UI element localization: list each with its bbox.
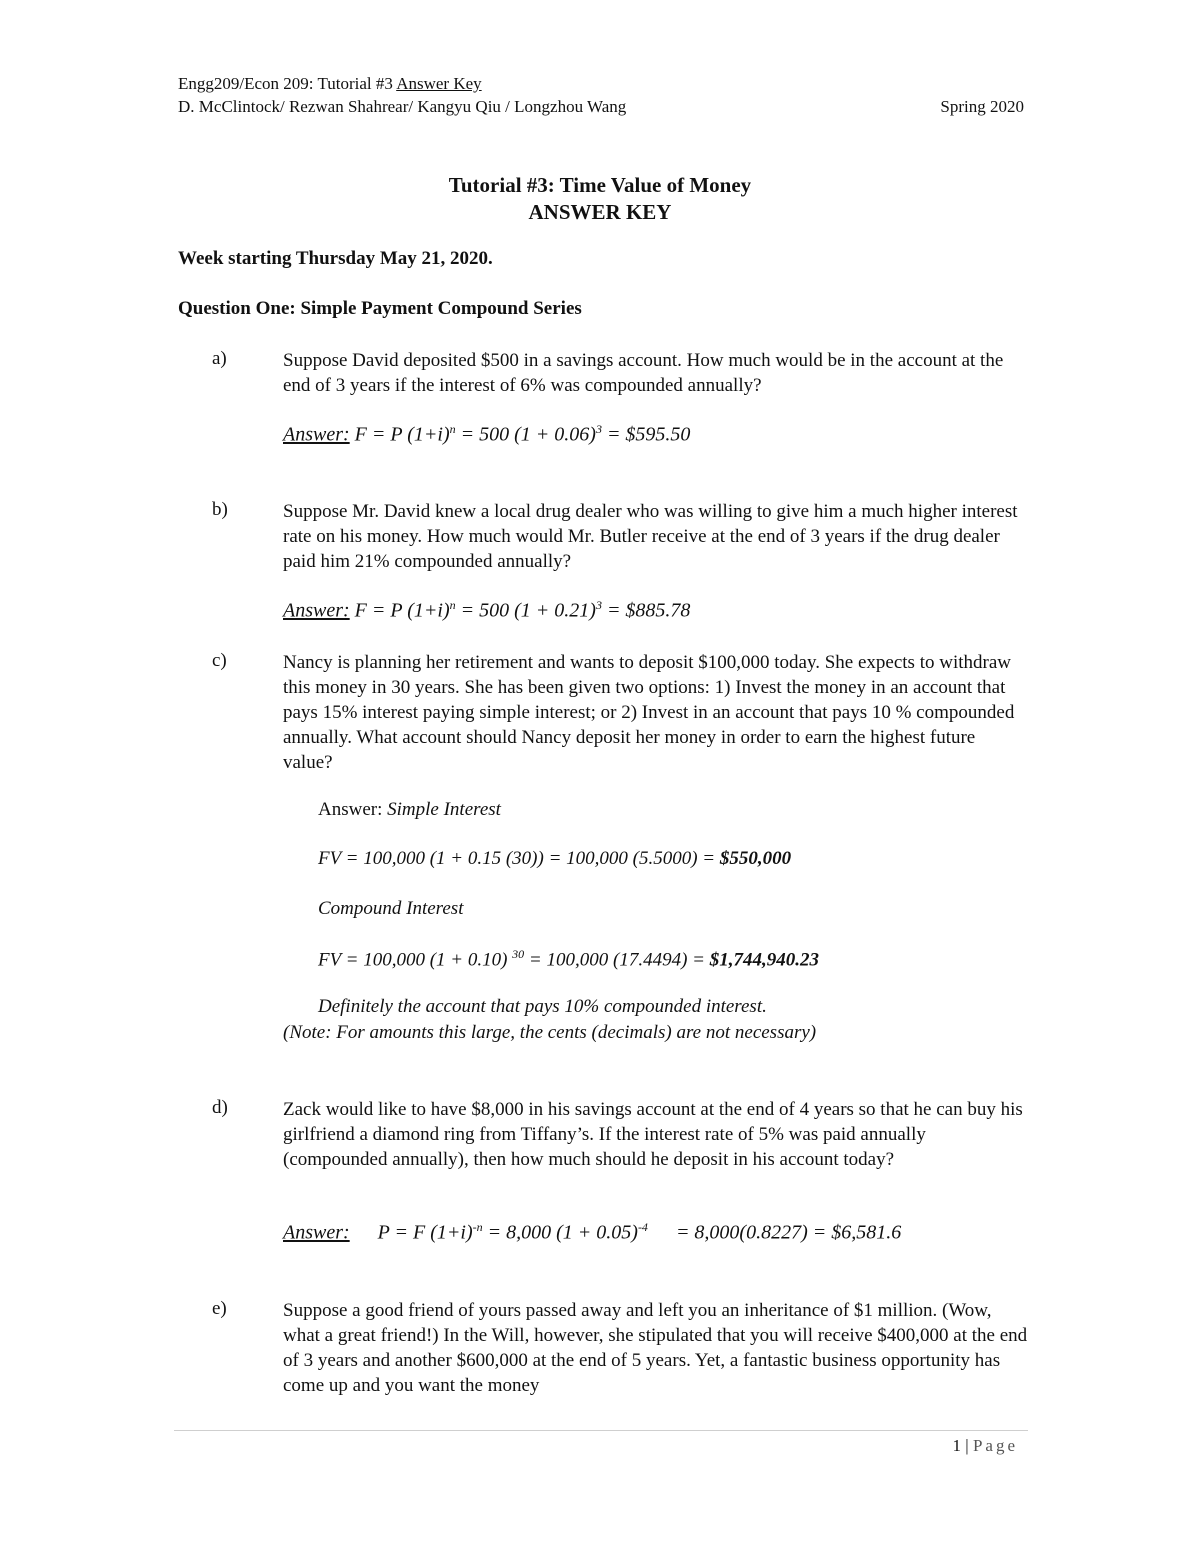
part-d-answer xyxy=(283,1220,901,1245)
eq-result: = $885.78 xyxy=(601,599,691,622)
simple-interest-label: Simple Interest xyxy=(387,799,501,820)
eq-part: FV = 100,000 (1 + 0.15 (30)) = 100,000 (5.5000) = xyxy=(318,848,720,869)
eq-part: FV = 100,000 (1 + 0.10) xyxy=(318,949,513,971)
answer-prefix: Answer: xyxy=(318,799,388,820)
header-authors-row xyxy=(178,97,1024,117)
part-b-text: Suppose Mr. David knew a local drug dealer who was willing to give him a much higher interest rate on his money. How much would Mr. Butler receive at the end of 3 years if the drug dealer paid him 21% compounded annually? xyxy=(283,501,1018,572)
part-a-text: Suppose David deposited $500 in a savings account. How much would be in the account at the end of 3 years if the interest of 6% was compounded annually? xyxy=(283,350,1004,396)
header-answer-key-link: Answer Key xyxy=(396,74,482,93)
part-c-conclusion: Definitely the account that pays 10% compounded interest. xyxy=(318,996,767,1017)
header-course xyxy=(178,74,482,94)
page-footer xyxy=(953,1436,1018,1456)
page-title xyxy=(0,172,1200,226)
part-c-answer-heading xyxy=(318,799,501,821)
answer-label: Answer: xyxy=(283,423,350,446)
part-a-label: a) xyxy=(212,348,227,369)
simple-interest-result: $550,000 xyxy=(719,848,792,869)
eq-part: F = P (1+i) xyxy=(349,423,450,446)
part-c-text: Nancy is planning her retirement and wants to deposit $100,000 today. She expects to withdraw this money in 30 years. She has been given two options: 1) Invest the money in an account that pays 15% interest paying simple interest; or 2) Invest in an account that pays 10 % compounded annually. What account should Nancy deposit her money in order to earn the highest future value? xyxy=(283,652,1015,773)
part-e-text: Suppose a good friend of yours passed away and left you an inheritance of $1 million. (Wow, what a great friend!) In the Will, however, she stipulated that you will receive $400,000 at the end of 3 years and another $600,000 at the end of 5 years. Yet, a fantastic business opportunity has come up and you want the money xyxy=(283,1300,1028,1396)
header-course-text: Engg209/Econ 209: Tutorial #3 xyxy=(178,74,397,93)
part-d-label: d) xyxy=(212,1097,228,1118)
question-title: Question One: Simple Payment Compound Series xyxy=(178,298,582,319)
eq-part: F = P (1+i) xyxy=(349,599,450,622)
eq-exponent: 3 xyxy=(595,422,602,436)
part-d-text: Zack would like to have $8,000 in his savings account at the end of 4 years so that he can buy his girlfriend a diamond ring from Tiffany’s. If the interest rate of 5% was paid annually (compounded annually), then how much should he deposit in his account today? xyxy=(283,1099,1023,1170)
title-line-1: Tutorial #3: Time Value of Money xyxy=(448,173,752,197)
answer-label: Answer: xyxy=(283,1221,350,1244)
title-line-2: ANSWER KEY xyxy=(528,200,672,224)
compound-interest-label: Compound Interest xyxy=(318,898,464,919)
part-b-label: b) xyxy=(212,499,228,520)
eq-exponent: n xyxy=(449,422,456,436)
answer-label: Answer: xyxy=(283,599,350,622)
eq-result: = $595.50 xyxy=(601,423,691,446)
eq-part: = 500 (1 + 0.06) xyxy=(455,423,596,446)
week-line: Week starting Thursday May 21, 2020. xyxy=(178,248,493,269)
eq-exponent: 30 xyxy=(512,947,525,961)
eq-exponent: 3 xyxy=(595,598,602,612)
compound-interest-result: $1,744,940.23 xyxy=(709,949,819,971)
page-word: Page xyxy=(972,1436,1018,1455)
eq-exponent: -4 xyxy=(637,1220,648,1234)
compound-interest-equation xyxy=(318,947,819,971)
footer-divider xyxy=(174,1430,1028,1431)
eq-part: = 8,000 (1 + 0.05) xyxy=(482,1221,638,1244)
eq-result: = 8,000(0.8227) = $6,581.6 xyxy=(675,1221,902,1244)
header-term: Spring 2020 xyxy=(940,97,1024,116)
eq-exponent: -n xyxy=(472,1220,483,1234)
part-a-answer xyxy=(283,422,690,447)
part-c-note: (Note: For amounts this large, the cents (decimals) are not necessary) xyxy=(283,1022,817,1043)
part-c-label: c) xyxy=(212,650,227,671)
page-number: 1 xyxy=(952,1436,962,1455)
eq-exponent: n xyxy=(449,598,456,612)
header-authors: D. McClintock/ Rezwan Shahrear/ Kangyu Qiu / Longzhou Wang xyxy=(178,97,627,116)
simple-interest-equation xyxy=(318,848,791,870)
footer-separator: | xyxy=(961,1436,973,1455)
part-e-label: e) xyxy=(212,1298,227,1319)
eq-part: = 500 (1 + 0.21) xyxy=(455,599,596,622)
eq-part: P = F (1+i) xyxy=(377,1221,473,1244)
eq-part: = 100,000 (17.4494) = xyxy=(524,949,710,971)
part-b-answer xyxy=(283,598,690,623)
